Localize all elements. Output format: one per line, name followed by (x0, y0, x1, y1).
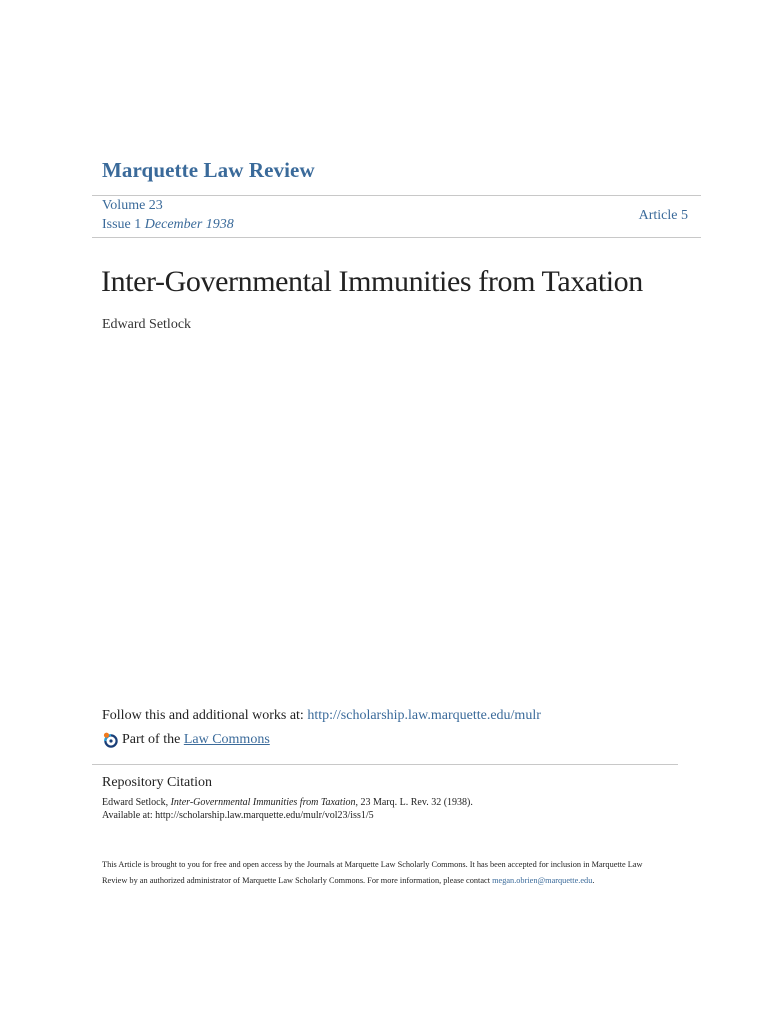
author-name: Edward Setlock (102, 317, 192, 332)
header-top-rule (92, 195, 701, 196)
access-notice (102, 857, 662, 888)
citation-line (102, 796, 473, 809)
issue-date: December 1938 (144, 217, 234, 232)
contact-email-link[interactable]: megan.obrien@marquette.edu (492, 875, 593, 885)
follow-label: Follow this and additional works at: (102, 708, 304, 723)
volume-link[interactable]: Volume 23 (102, 198, 163, 213)
citation-author: Edward Setlock, (102, 797, 169, 808)
notice-end: . (592, 875, 595, 885)
journal-title[interactable]: Marquette Law Review (102, 158, 315, 182)
network-commons-icon (102, 731, 120, 749)
citation-block (102, 796, 473, 822)
citation-available[interactable]: Available at: http://scholarship.law.marquette.edu/mulr/vol23/iss1/5 (102, 810, 374, 821)
citation-top-rule (92, 764, 678, 765)
part-of-label: Part of the (122, 732, 181, 747)
issue-link[interactable]: Issue 1 (102, 217, 142, 232)
law-commons-link[interactable]: Law Commons (183, 732, 270, 747)
follow-line (102, 708, 541, 724)
citation-title: Inter-Governmental Immunities from Taxation (170, 797, 356, 808)
issue-line[interactable] (102, 217, 234, 233)
follow-url-link[interactable]: http://scholarship.law.marquette.edu/mulr (307, 708, 541, 723)
repository-citation-heading: Repository Citation (102, 775, 213, 790)
article-number[interactable]: Article 5 (638, 208, 688, 223)
part-of-line (102, 731, 270, 749)
header-bottom-rule (92, 237, 701, 238)
notice-text: This Article is brought to you for free and open access by the Journals at Marquette Law Scholarly Commons. It has been accepted for inclusion in Marquette Law Review by an authorized administrator of Marquette Law Scholarly Commons. For more information, please contact (102, 860, 643, 885)
article-title: Inter-Governmental Immunities from Taxation (101, 265, 643, 298)
citation-details: , 23 Marq. L. Rev. 32 (1938). (355, 797, 473, 808)
